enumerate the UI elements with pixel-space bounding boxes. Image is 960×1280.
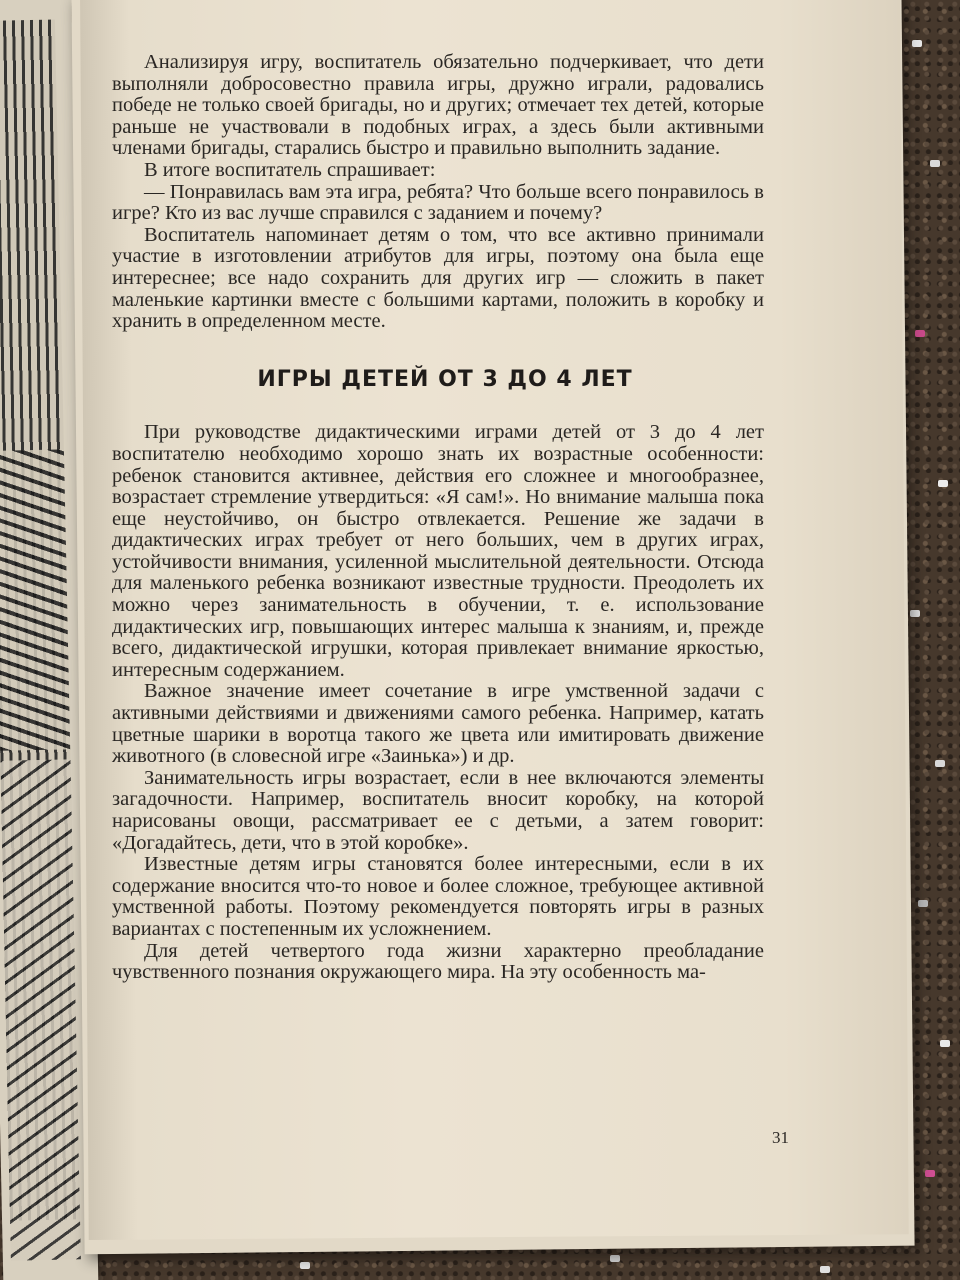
paragraph: При руководстве дидактическими играми детей от 3 до 4 лет воспитателю необходимо хорошо знать их возрастные особенности: ребенок становится активнее, действия его сложнее и многообразнее, возрастает стремление утвердиться: «Я сам!». Но внимание малыша пока еще неустойчиво, он быстро отвлекается. Решение же задачи в дидактических играх требует от него больших, чем в других играх, устойчивости внимания, усиленной мыслительной деятельности. Отсюда для маленького ребенка возникают известные трудности. Преодолеть их можно через занимательность в обучении, т. е. использование дидактических игр, повышающих интерес малыша к знаниям, и, прежде всего, дидактической игрушки, которая привлекает внимание яркостью, интересным содержанием. — [112, 421, 764, 681]
background-speck — [300, 1262, 310, 1269]
background-speck — [910, 610, 920, 617]
left-page-illustration — [0, 449, 70, 750]
paragraph: — Понравилась вам эта игра, ребята? Что больше всего понравилось в игре? Кто из вас лучше справился с заданием и почему? — [112, 180, 764, 225]
background-speck — [940, 1040, 950, 1047]
paragraph: Занимательность игры возрастает, если в нее включаются элементы загадочности. Например, воспитатель вносит коробку, на которой нарисованы овощи, рассматривает ее с детьми, а затем говорит: «Догадайтесь, дети, что в этой коробке». — [112, 766, 764, 854]
background-speck — [820, 1266, 830, 1273]
paragraph: Анализируя игру, воспитатель обязательно подчеркивает, что дети выполняли добросовестно правила игры, дружно играли, радовались победе не только своей бригады, но и других; отмечает тех детей, которые раньше не участвовали в подобных играх, а здесь были активными членами бригады, старались быстро и правильно выполнить задание. — [112, 51, 764, 160]
background-speck — [938, 480, 948, 487]
background-speck — [912, 40, 922, 47]
background-speck — [930, 160, 940, 167]
background-speck — [918, 900, 928, 907]
background-speck — [925, 1170, 935, 1177]
background-speck — [935, 760, 945, 767]
left-page-illustration — [0, 759, 80, 1260]
paragraph: Воспитатель напоминает детям о том, что все активно принимали участие в изготовлении атрибутов для игры, поэтому она была еще интереснее; все надо сохранить для других игр — сложить в пакет маленькие картинки вместе с большими картами, положить в коробку и хранить в определенном месте. — [112, 223, 764, 333]
background-speck — [610, 1255, 620, 1262]
paragraph: Известные детям игры становятся более интересными, если в их содержание вносится что-то новое и более сложное, требующее активной умственной работы. Поэтому рекомендуется повторять игры в разных вариантах с постепенным их усложнением. — [112, 853, 764, 940]
paragraph: В итоге воспитатель спрашивает: — [144, 158, 436, 181]
background-speck — [915, 330, 925, 337]
page-number: 31 — [772, 1128, 789, 1147]
paragraph: Важное значение имеет сочетание в игре умственной задачи с активными действиями и движениями самого ребенка. Например, катать цветные шарики в воротца такого же цвета или имитировать движение животного (в словесной игре «Заинька») и др. — [112, 680, 764, 768]
section-heading: ИГРЫ ДЕТЕЙ ОТ 3 ДО 4 ЛЕТ — [257, 366, 633, 392]
page-text — [112, 52, 764, 984]
paragraph: Для детей четвертого года жизни характерно преобладание чувственного познания окружающего мира. На эту особенность ма- — [112, 939, 764, 984]
